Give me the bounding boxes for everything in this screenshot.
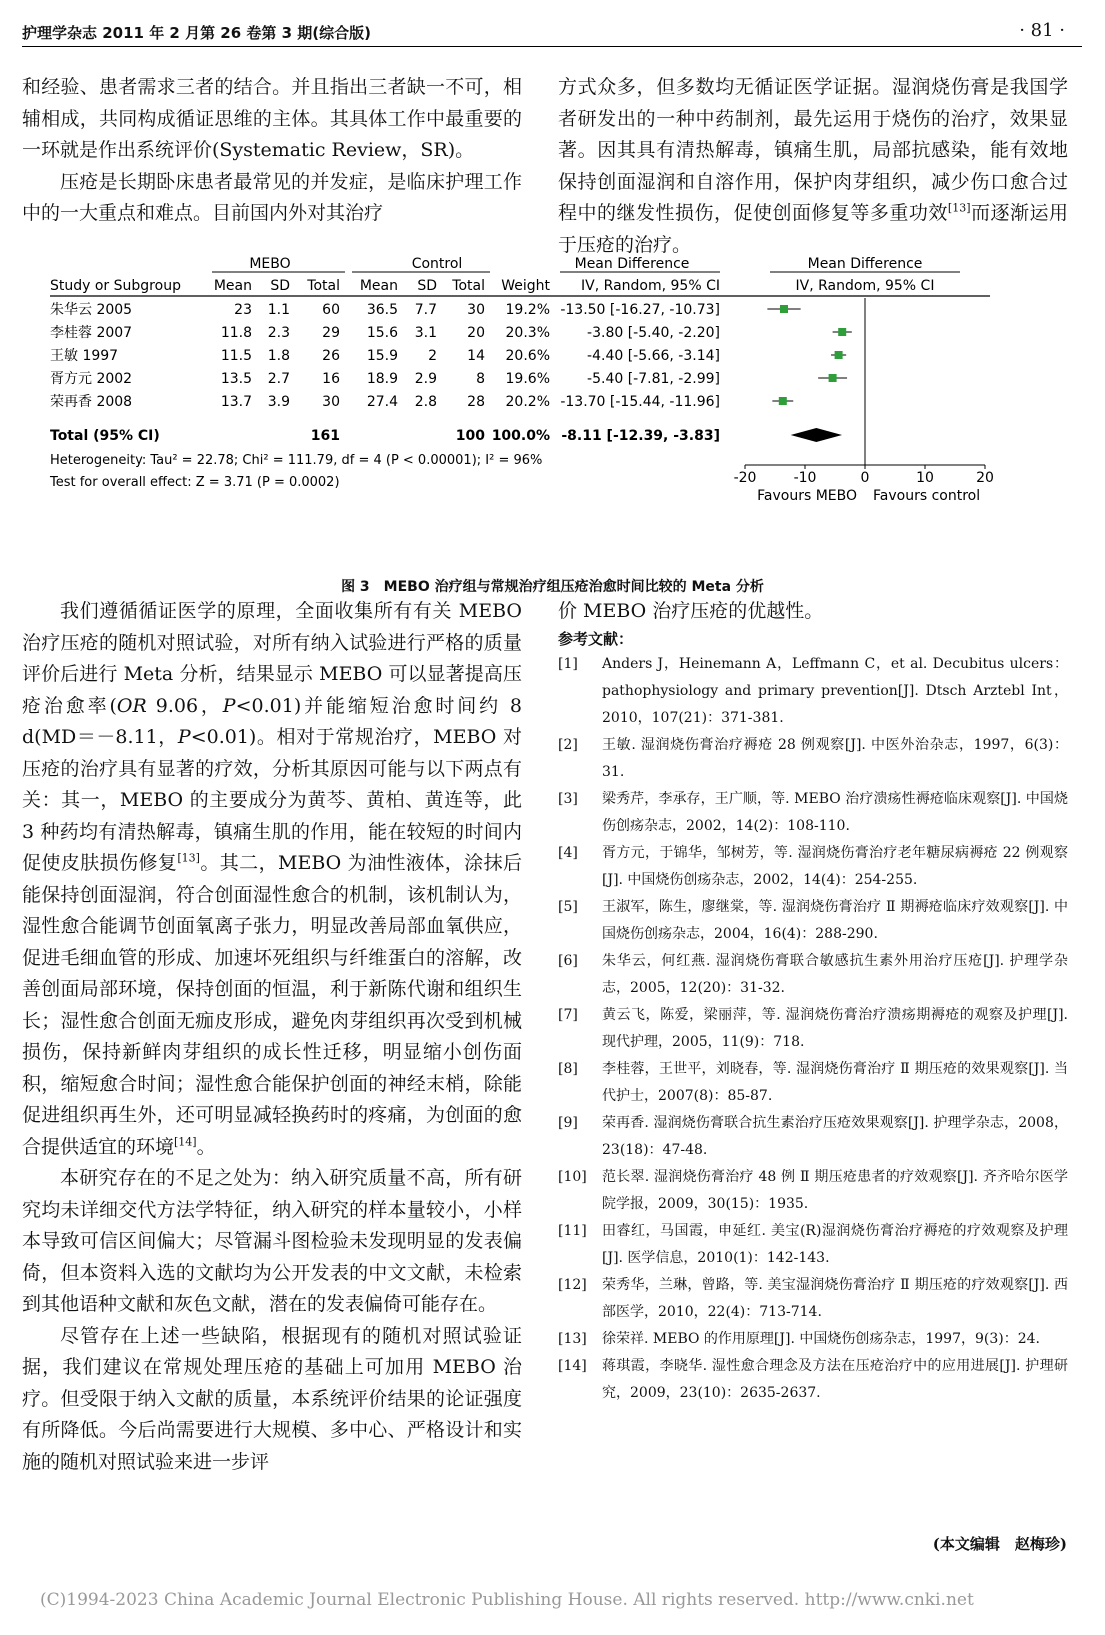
study-weight: 20.2% (505, 394, 550, 410)
reference-text: Anders J，Heinemann A，Leffmann C，et al. Decubitus ulcers：pathophysiology and primary prevention[J]. Dtsch Arztebl Int，2010，107(21)：371-381. (602, 655, 1068, 726)
control-sd: 2.9 (414, 371, 437, 387)
reference-number: [12] (558, 1276, 587, 1293)
reference-number: [7] (558, 1006, 578, 1023)
study-effect-marker (835, 351, 843, 359)
limitations-paragraph: 本研究存在的不足之处为：纳入研究质量不高，所有研究均未详细交代方法学特征，纳入研究的样本量较小，小样本导致可信区间偏大；尽管漏斗图检验未发现明显的发表偏倚，但本资料入选的文献均为公开发表的中文文献，未检索到其他语种文献和灰色文献，潜在的发表偏倚可能存在。 (22, 1167, 522, 1315)
mebo-total: 29 (322, 325, 340, 341)
md-plot-header: Mean Difference (807, 256, 923, 272)
discussion-text: 9.06， (146, 694, 223, 717)
journal-header: 护理学杂志 2011 年 2 月第 26 卷第 3 期(综合版) (22, 24, 371, 42)
p-symbol: P (222, 694, 236, 717)
reference-number: [6] (558, 952, 578, 969)
study-ci: -4.40 [-5.66, -3.14] (587, 348, 720, 364)
reference-text: 荣秀华，兰琳，曾路，等. 美宝湿润烧伤膏治疗 Ⅱ 期压疮的疗效观察[J]. 西部医学，2010，22(4)：713-714. (602, 1276, 1068, 1320)
or-symbol: OR (116, 694, 147, 717)
column-header: IV, Random, 95% CI (795, 278, 935, 294)
reference-item (558, 786, 1068, 840)
control-sd: 7.7 (414, 302, 437, 318)
control-mean: 18.9 (366, 371, 398, 387)
pooled-effect-diamond (791, 428, 842, 442)
study-name: 朱华云 2005 (50, 302, 133, 318)
discussion-paragraph-1 (22, 596, 522, 1163)
reference-item (558, 1110, 1068, 1164)
reference-item (558, 948, 1068, 1002)
mebo-sd: 3.9 (267, 394, 290, 410)
x-tick-label: -20 (733, 470, 757, 486)
mebo-total: 60 (322, 302, 340, 318)
reference-number: [11] (558, 1222, 587, 1239)
study-name: 胥方元 2002 (50, 371, 133, 387)
control-total: 20 (467, 325, 485, 341)
study-weight: 20.3% (505, 325, 550, 341)
study-effect-marker (780, 305, 788, 313)
study-name: 李桂蓉 2007 (50, 325, 133, 341)
p-symbol: P (177, 726, 191, 748)
mebo-mean: 13.5 (220, 371, 252, 387)
mebo-mean: 11.8 (220, 325, 252, 341)
top-right-text-before: 方式众多，但多数均无循证医学证据。湿润烧伤膏是我国学者研发出的一种中药制剂，最先运用于烧伤的治疗，效果显著。因其具有清热解毒，镇痛生肌，局部抗感染，能有效地保持创面湿润和自溶作用，保护肉芽组织，减少伤口愈合过程中的继发性损伤，促使创面修复等多重功效 (558, 76, 1068, 224)
mebo-total: 30 (322, 394, 340, 410)
control-total: 14 (467, 348, 485, 364)
mebo-total: 26 (322, 348, 340, 364)
study-weight: 20.6% (505, 348, 550, 364)
control-total: 8 (476, 371, 485, 387)
study-weight: 19.2% (505, 302, 550, 318)
reference-text: 范长翠. 湿润烧伤膏治疗 48 例 Ⅱ 期压疮患者的疗效观察[J]. 齐齐哈尔医学院学报，2009，30(15)：1935. (602, 1168, 1068, 1212)
header-rule (22, 46, 1082, 47)
mebo-total: 16 (322, 371, 340, 387)
reference-number: [4] (558, 844, 578, 861)
page-number: · 81 · (1019, 20, 1065, 41)
top-left-paragraph-2: 压疮是长期卧床患者最常见的并发症，是临床护理工作中的一大重点和难点。目前国内外对其治疗 (22, 170, 522, 224)
study-weight: 19.6% (505, 371, 550, 387)
x-tick-label: 20 (976, 470, 994, 486)
total-control: 100 (455, 428, 485, 444)
reference-number: [14] (558, 1357, 587, 1374)
column-header: SD (270, 278, 290, 294)
bottom-right-column (558, 596, 1068, 1407)
column-header: Mean (213, 278, 252, 294)
x-tick-label: 0 (860, 470, 870, 486)
column-header: IV, Random, 95% CI (581, 278, 720, 294)
reference-item (558, 1218, 1068, 1272)
reference-item (558, 732, 1068, 786)
md-header: Mean Difference (574, 256, 690, 272)
mebo-group-header: MEBO (249, 256, 291, 272)
discussion-text: 我们遵循循证医学的原理，全面收集所有有关 MEBO 治疗压疮的随机对照试验，对所有纳入试验进行严格的质量评价后进行 Meta 分析，结果显示 MEBO 可以显著提高压疮治愈率( (22, 600, 522, 717)
column-header: SD (417, 278, 437, 294)
study-ci: -13.50 [-16.27, -10.73] (560, 302, 720, 318)
study-effect-marker (829, 374, 837, 382)
control-mean: 36.5 (366, 302, 398, 318)
mebo-sd: 1.1 (267, 302, 290, 318)
control-sd: 2 (428, 348, 437, 364)
figure-caption: 图 3 MEBO 治疗组与常规治疗组压疮治愈时间比较的 Meta 分析 (341, 579, 764, 595)
reference-item (558, 894, 1068, 948)
citation-13: [13] (947, 201, 971, 215)
discussion-text: <0.01)并能缩短治愈时间约 8 d(MD＝－8.11， (22, 694, 522, 748)
mebo-mean: 13.7 (220, 394, 252, 410)
reference-list (558, 651, 1068, 1407)
reference-number: [2] (558, 736, 578, 753)
study-ci: -13.70 [-15.44, -11.96] (560, 394, 720, 410)
reference-item (558, 1353, 1068, 1407)
reference-number: [10] (558, 1168, 587, 1185)
study-ci: -5.40 [-7.81, -2.99] (587, 371, 720, 387)
reference-text: 徐荣祥. MEBO 的作用原理[J]. 中国烧伤创疡杂志，1997，9(3)：24. (602, 1330, 1040, 1347)
reference-item (558, 1002, 1068, 1056)
mebo-sd: 2.3 (267, 325, 290, 341)
heterogeneity-text: Heterogeneity: Tau² = 22.78; Chi² = 111.79, df = 4 (P < 0.00001); I² = 96% (50, 453, 543, 468)
control-total: 28 (467, 394, 485, 410)
control-mean: 15.6 (366, 325, 398, 341)
total-ci: -8.11 [-12.39, -3.83] (561, 428, 720, 444)
mebo-sd: 1.8 (267, 348, 290, 364)
editor-note: (本文编辑 赵梅珍) (932, 1535, 1067, 1553)
reference-item (558, 840, 1068, 894)
copyright-footer: (C)1994-2023 China Academic Journal Electronic Publishing House. All rights reserved. http://www.cnki.net (40, 1590, 974, 1610)
discussion-text: <0.01)。相对于常规治疗，MEBO 对压疮的治疗具有显著的疗效，分析其原因可能与以下两点有关：其一，MEBO 的主要成分为黄芩、黄柏、黄连等，此 3 种药均有清热解毒，镇痛生肌的作用，能在较短的时间内促使皮肤损伤修复 (22, 726, 522, 874)
reference-text: 王敏. 湿润烧伤膏治疗褥疮 28 例观察[J]. 中医外治杂志，1997，6(3)：31. (602, 736, 1068, 780)
reference-text: 黄云飞，陈爱，梁丽萍，等. 湿润烧伤膏治疗溃疡期褥疮的观察及护理[J]. 现代护理，2005，11(9)：718. (602, 1006, 1068, 1050)
control-group-header: Control (411, 256, 463, 272)
reference-item (558, 1326, 1068, 1353)
reference-text: 田睿红，马国霞，申延红. 美宝(R)湿润烧伤膏治疗褥疮的疗效观察及护理[J]. 医学信息，2010(1)：142-143. (602, 1222, 1068, 1266)
top-left-column (22, 72, 522, 230)
control-sd: 3.1 (414, 325, 437, 341)
reference-number: [1] (558, 655, 578, 672)
overall-effect-text: Test for overall effect: Z = 3.71 (P = 0.0002) (50, 475, 340, 490)
conclusion-paragraph: 尽管存在上述一些缺陷，根据现有的随机对照试验证据，我们建议在常规处理压疮的基础上可加用 MEBO 治疗。但受限于纳入文献的质量，本系统评价结果的论证强度有所降低。今后尚需要进行大规模、多中心、严格设计和实施的随机对照试验来进一步评 (22, 1324, 522, 1473)
discussion-text: 。 (196, 1135, 216, 1158)
column-header: Mean (359, 278, 398, 294)
reference-number: [13] (558, 1330, 587, 1347)
citation-14: [14] (174, 1135, 197, 1149)
control-mean: 15.9 (366, 348, 398, 364)
top-left-paragraph-1: 和经验、患者需求三者的结合。并且指出三者缺一不可，相辅相成，共同构成循证思维的主体。其具体工作中最重要的一环就是作出系统评价(Systematic Review，SR)。 (22, 76, 522, 161)
column-header: Study or Subgroup (50, 278, 181, 294)
study-effect-marker (838, 328, 846, 336)
citation-13: [13] (177, 851, 200, 865)
study-ci: -3.80 [-5.40, -2.20] (587, 325, 720, 341)
reference-item (558, 1056, 1068, 1110)
reference-text: 荣再香. 湿润烧伤膏联合抗生素治疗压疮效果观察[J]. 护理学杂志，2008，23(18)：47-48. (602, 1114, 1068, 1158)
reference-item (558, 1164, 1068, 1218)
top-right-paragraph (558, 72, 1068, 261)
reference-text: 李桂蓉，王世平，刘晓春，等. 湿润烧伤膏治疗 Ⅱ 期压疮的效果观察[J]. 当代护士，2007(8)：85-87. (602, 1060, 1068, 1104)
reference-number: [8] (558, 1060, 578, 1077)
bottom-left-column (22, 596, 522, 1478)
reference-text: 朱华云，何红燕. 湿润烧伤膏联合敏感抗生素外用治疗压疮[J]. 护理学杂志，2005，12(20)：31-32. (602, 952, 1068, 996)
x-tick-label: -10 (793, 470, 817, 486)
reference-text: 王淑军，陈生，廖继棠，等. 湿润烧伤膏治疗 Ⅱ 期褥疮临床疗效观察[J]. 中国烧伤创疡杂志，2004，16(4)：288-290. (602, 898, 1068, 942)
top-right-text-after: 而逐渐运用于压疮的治疗。 (558, 202, 1068, 256)
forest-plot (0, 250, 1105, 520)
x-tick-label: 10 (916, 470, 934, 486)
total-label: Total (95% CI) (50, 428, 160, 444)
study-name: 荣再香 2008 (50, 394, 133, 410)
reference-text: 胥方元，于锦华，邹树芳，等. 湿润烧伤膏治疗老年糖尿病褥疮 22 例观察[J]. 中国烧伤创疡杂志，2002，14(4)：254-255. (602, 844, 1068, 888)
reference-number: [5] (558, 898, 578, 915)
references-title: 参考文献： (558, 629, 634, 648)
control-mean: 27.4 (366, 394, 398, 410)
reference-text: 蒋琪霞，李晓华. 湿性愈合理念及方法在压疮治疗中的应用进展[J]. 护理研究，2009，23(10)：2635-2637. (602, 1357, 1068, 1401)
favours-control-label: Favours control (873, 488, 981, 504)
mebo-mean: 23 (234, 302, 252, 318)
reference-item (558, 651, 1068, 732)
study-effect-marker (779, 397, 787, 405)
conclusion-continued: 价 MEBO 治疗压疮的优越性。 (558, 600, 824, 622)
column-header: Total (452, 278, 485, 294)
control-sd: 2.8 (414, 394, 437, 410)
total-mebo: 161 (310, 428, 340, 444)
total-weight: 100.0% (491, 428, 550, 444)
study-name: 王敏 1997 (50, 348, 119, 364)
mebo-mean: 11.5 (220, 348, 252, 364)
column-header: Total (307, 278, 340, 294)
reference-number: [9] (558, 1114, 578, 1131)
favours-mebo-label: Favours MEBO (757, 488, 857, 504)
reference-item (558, 1272, 1068, 1326)
reference-number: [3] (558, 790, 578, 807)
top-right-column (558, 72, 1068, 261)
discussion-text: 。其二，MEBO 为油性液体，涂抹后能保持创面湿润，符合创面湿性愈合的机制，该机制认为，湿性愈合能调节创面氧离子张力，明显改善局部血氧供应，促进毛细血管的形成、加速坏死组织与纤维蛋白的溶解，改善创面局部环境，保持创面的恒温，利于新陈代谢和组织生长；湿性愈合创面无痂皮形成，避免肉芽组织再次受到机械损伤，保持新鲜肉芽组织的成长性迁移，明显缩小创伤面积，缩短愈合时间；湿性愈合能保护创面的神经末梢，除能促进组织再生外，还可明显减轻换药时的疼痛，为创面的愈合提供适宜的环境 (22, 852, 522, 1158)
column-header: Weight (501, 278, 550, 294)
control-total: 30 (467, 302, 485, 318)
mebo-sd: 2.7 (267, 371, 290, 387)
reference-text: 梁秀芹，李承存，王广顺，等. MEBO 治疗溃疡性褥疮临床观察[J]. 中国烧伤创疡杂志，2002，14(2)：108-110. (602, 790, 1068, 834)
